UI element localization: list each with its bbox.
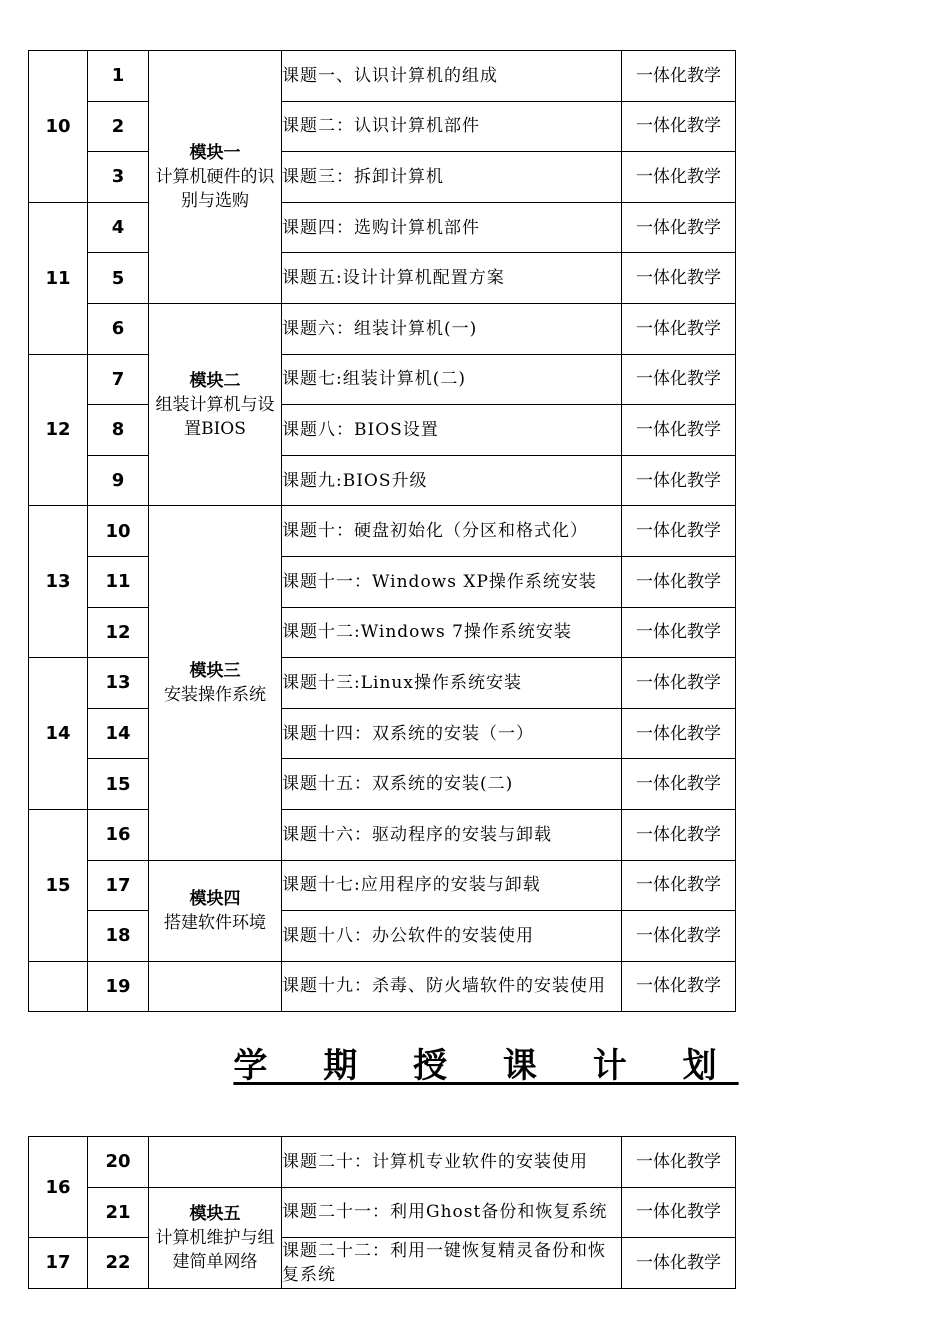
schedule-table-top xyxy=(28,50,736,1012)
module-cell xyxy=(149,1187,282,1288)
topic-cell: 课题十三:Linux操作系统安装 xyxy=(282,658,622,709)
week-cell: 14 xyxy=(29,658,88,810)
lesson-number: 10 xyxy=(88,506,149,557)
table-row xyxy=(29,51,736,102)
topic-cell: 课题十六：驱动程序的安装与卸载 xyxy=(282,809,622,860)
topic-cell: 课题二十二：利用一键恢复精灵备份和恢复系统 xyxy=(282,1238,622,1289)
method-cell: 一体化教学 xyxy=(622,455,736,506)
module-name: 模块四 xyxy=(189,888,241,909)
method-cell: 一体化教学 xyxy=(622,354,736,405)
table-row xyxy=(29,809,736,860)
topic-cell: 课题四：选购计算机部件 xyxy=(282,202,622,253)
lesson-number: 15 xyxy=(88,759,149,810)
method-cell: 一体化教学 xyxy=(622,152,736,203)
lesson-number: 18 xyxy=(88,911,149,962)
table-row xyxy=(29,961,736,1012)
method-cell: 一体化教学 xyxy=(622,101,736,152)
module-name: 模块二 xyxy=(189,370,241,391)
topic-cell: 课题九:BIOS升级 xyxy=(282,455,622,506)
week-cell: 16 xyxy=(29,1137,88,1238)
table-row xyxy=(29,911,736,962)
lesson-number: 3 xyxy=(88,152,149,203)
topic-cell: 课题十七:应用程序的安装与卸载 xyxy=(282,860,622,911)
lesson-number: 14 xyxy=(88,708,149,759)
module-cell xyxy=(149,506,282,860)
topic-cell: 课题十五：双系统的安装(二) xyxy=(282,759,622,810)
lesson-number: 21 xyxy=(88,1187,149,1238)
method-cell: 一体化教学 xyxy=(622,759,736,810)
week-cell: 12 xyxy=(29,354,88,506)
table-row xyxy=(29,1137,736,1188)
lesson-number: 16 xyxy=(88,809,149,860)
topic-cell: 课题十：硬盘初始化（分区和格式化） xyxy=(282,506,622,557)
topic-cell: 课题六：组装计算机(一) xyxy=(282,303,622,354)
lesson-number: 7 xyxy=(88,354,149,405)
lesson-number: 20 xyxy=(88,1137,149,1188)
lesson-number: 12 xyxy=(88,607,149,658)
table-row xyxy=(29,556,736,607)
method-cell: 一体化教学 xyxy=(622,556,736,607)
module-description: 搭建软件环境 xyxy=(164,912,266,933)
heading-text: 学 期 授 课 计 划 xyxy=(233,1046,739,1086)
table-row xyxy=(29,607,736,658)
lesson-number: 22 xyxy=(88,1238,149,1289)
module-name: 模块五 xyxy=(189,1203,241,1224)
module-description: 安装操作系统 xyxy=(164,684,266,705)
lesson-number: 17 xyxy=(88,860,149,911)
topic-cell: 课题八：BIOS设置 xyxy=(282,405,622,456)
table-row xyxy=(29,658,736,709)
week-cell: 13 xyxy=(29,506,88,658)
schedule-table-bottom xyxy=(28,1136,736,1289)
table-row xyxy=(29,405,736,456)
lesson-number: 9 xyxy=(88,455,149,506)
table-row xyxy=(29,202,736,253)
method-cell: 一体化教学 xyxy=(622,809,736,860)
method-cell: 一体化教学 xyxy=(622,1137,736,1188)
topic-cell: 课题十一：Windows XP操作系统安装 xyxy=(282,556,622,607)
table-row xyxy=(29,253,736,304)
module-name: 模块三 xyxy=(189,660,241,681)
table-row xyxy=(29,303,736,354)
table-row xyxy=(29,455,736,506)
method-cell: 一体化教学 xyxy=(622,860,736,911)
module-cell xyxy=(149,51,282,304)
lesson-number: 8 xyxy=(88,405,149,456)
table-row xyxy=(29,101,736,152)
method-cell: 一体化教学 xyxy=(622,202,736,253)
module-cell-empty xyxy=(149,1137,282,1188)
topic-cell: 课题十二:Windows 7操作系统安装 xyxy=(282,607,622,658)
method-cell: 一体化教学 xyxy=(622,1238,736,1289)
week-cell: 10 xyxy=(29,51,88,203)
table-row xyxy=(29,354,736,405)
lesson-number: 2 xyxy=(88,101,149,152)
method-cell: 一体化教学 xyxy=(622,607,736,658)
method-cell: 一体化教学 xyxy=(622,911,736,962)
method-cell: 一体化教学 xyxy=(622,51,736,102)
method-cell: 一体化教学 xyxy=(622,961,736,1012)
method-cell: 一体化教学 xyxy=(622,303,736,354)
topic-cell: 课题十九：杀毒、防火墙软件的安装使用 xyxy=(282,961,622,1012)
topic-cell: 课题七:组装计算机(二) xyxy=(282,354,622,405)
week-cell: 17 xyxy=(29,1238,88,1289)
lesson-number: 1 xyxy=(88,51,149,102)
lesson-number: 6 xyxy=(88,303,149,354)
lesson-number: 13 xyxy=(88,658,149,709)
module-description: 计算机硬件的识别与选购 xyxy=(155,166,275,211)
method-cell: 一体化教学 xyxy=(622,658,736,709)
method-cell: 一体化教学 xyxy=(622,405,736,456)
topic-cell: 课题二十一：利用Ghost备份和恢复系统 xyxy=(282,1187,622,1238)
table-row xyxy=(29,708,736,759)
table-row xyxy=(29,1238,736,1289)
week-cell: 11 xyxy=(29,202,88,354)
table-row xyxy=(29,152,736,203)
lesson-number: 11 xyxy=(88,556,149,607)
module-cell xyxy=(149,303,282,505)
method-cell: 一体化教学 xyxy=(622,708,736,759)
lesson-number: 19 xyxy=(88,961,149,1012)
lesson-number: 4 xyxy=(88,202,149,253)
table-row xyxy=(29,860,736,911)
table-row xyxy=(29,506,736,557)
method-cell: 一体化教学 xyxy=(622,506,736,557)
topic-cell: 课题二：认识计算机部件 xyxy=(282,101,622,152)
module-cell xyxy=(149,860,282,961)
module-description: 组装计算机与设置BIOS xyxy=(155,394,275,439)
topic-cell: 课题一、认识计算机的组成 xyxy=(282,51,622,102)
week-cell: 15 xyxy=(29,809,88,961)
topic-cell: 课题五:设计计算机配置方案 xyxy=(282,253,622,304)
topic-cell: 课题三：拆卸计算机 xyxy=(282,152,622,203)
module-description: 计算机维护与组建简单网络 xyxy=(155,1227,275,1272)
page-heading xyxy=(0,1038,950,1087)
topic-cell: 课题二十：计算机专业软件的安装使用 xyxy=(282,1137,622,1188)
table-row xyxy=(29,759,736,810)
lesson-number: 5 xyxy=(88,253,149,304)
table-row xyxy=(29,1187,736,1238)
method-cell: 一体化教学 xyxy=(622,253,736,304)
module-cell-empty xyxy=(149,961,282,1012)
topic-cell: 课题十四：双系统的安装（一） xyxy=(282,708,622,759)
week-cell xyxy=(29,961,88,1012)
method-cell: 一体化教学 xyxy=(622,1187,736,1238)
topic-cell: 课题十八：办公软件的安装使用 xyxy=(282,911,622,962)
module-name: 模块一 xyxy=(189,142,241,163)
